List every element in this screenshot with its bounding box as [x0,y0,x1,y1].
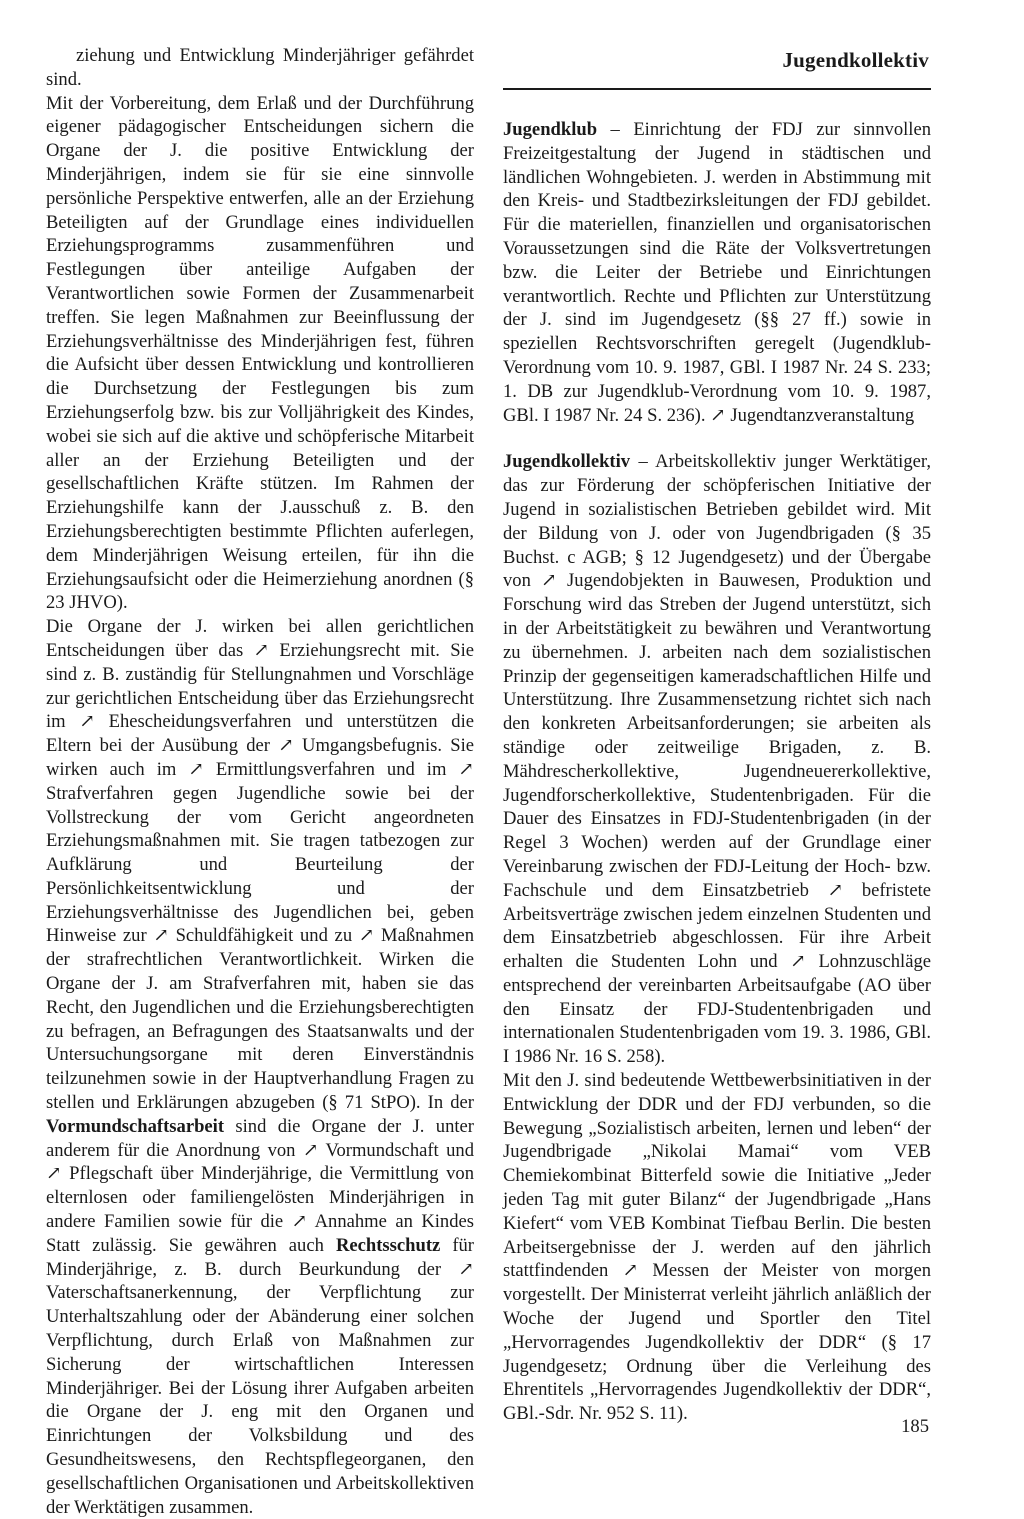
paragraph-decisions: Mit der Vorbereitung, dem Erlaß und der Durchführung eigener pädagogischer Entscheidungen sichern die Organe der J. die positive Entwicklung der Minderjährigen, indem sie für sie eine sinnvolle persönliche Perspektive entwerfen, alle an der Erziehung Beteiligten auf der Grundlage eines individuellen Erziehungsprogramms zusammenführen und Festlegungen über anteilige Aufgaben der Verantwortlichen sowie Formen der Zusammenarbeit treffen. Sie legen Maßnahmen zur Beeinflussung der Erziehungsverhältnisse des Minderjährigen fest, führen die Aufsicht über dessen Entwicklung und kontrollieren die Durchsetzung der Festlegungen bis zum Erziehungserfolg bzw. bis zur Volljährigkeit des Kindes, wobei sie sich auf die aktive und schöpferische Mitarbeit aller an der Erziehung Beteiligten und der gesellschaftlichen Kräfte stützen. Im Rahmen der Erziehungshilfe kann der J.ausschuß z. B. den Erziehungsberechtigten bestimmte Pflichten auferlegen, dem Minderjährigen Weisung erteilen, für ihn die Erziehungsaufsicht oder die Heimerziehung anordnen (§ 23 JHVO). [46,92,474,614]
entry-term: Jugendklub [503,119,598,140]
paragraph-court-participation [46,615,474,1519]
text-segment: Die Organe der J. wirken bei allen gerichtlichen Entscheidungen über das ↗ Erziehungsrecht mit. Sie sind z. B. zuständig für Stellungnahmen und Vorschläge zur gerichtlichen Entscheidung über das Erziehungsrecht im ↗ Ehescheidungsverfahren und unterstützen die Eltern bei der Ausübung der ↗ Umgangsbefugnis. Sie wirken auch im ↗ Ermittlungsverfahren und im ↗ Strafverfahren gegen Jugendliche sowie bei der Vollstreckung der vom Gericht angeordneten Erziehungsmaßnahmen mit. Sie tragen tatbezogen zur Aufklärung und Beurteilung der Persönlichkeitsentwicklung und der Erziehungsverhältnisse des Jugendlichen bei, geben Hinweise zur ↗ Schuldfähigkeit und zu ↗ Maßnahmen der strafrechtlichen Verantwortlichkeit. Wirken die Organe der J. am Strafverfahren mit, haben sie das Recht, den Jugendlichen und die Erziehungsberechtigten zu befragen, an Befragungen des Staatsanwalts und der Untersuchungsorgane mit deren Einverständnis teilzunehmen sowie in der Hauptverhandlung Fragen zu stellen und Erklärungen abzugeben (§ 71 StPO). In der [46,616,474,1114]
entry-jugendkollektiv-continued: Mit den J. sind bedeutende Wettbewerbsinitiativen in der Entwicklung der DDR und der FDJ verbunden, so die Bewegung „Sozialistisch arbeiten, lernen und leben“ der Jugendbrigade „Nikolai Mamai“ vom VEB Chemiekombinat Bitterfeld sowie die Initiative „Jeder jeden Tag mit guter Bilanz“ der Jugendbrigade „Hans Kiefert“ vom VEB Kombinat Tiefbau Berlin. Die besten Arbeitsergebnisse der J. werden auf den jährlich stattfindenden ↗ Messen der Meister von morgen vorgestellt. Der Ministerrat verleiht jährlich anläßlich der Woche der Jugend und Sportler den Titel „Hervorragendes Jugendkollektiv der DDR“ (§ 17 Jugendgesetz; Ordnung über die Verleihung des Ehrentitels „Hervorragendes Jugendkollektiv der DDR“, GBl.-Sdr. Nr. 952 S. 11). [503,1070,931,1425]
page-number: 185 [901,1416,929,1437]
text-segment: sind die Organe der J. unter anderem für die Anordnung von ↗ Vormundschaft und ↗ Pflegschaft über Minderjährige, die Vermittlung von elternlosen oder familiengelösten Minderjährigen in andere Familien sowie für die ↗ Annahme an Kindes Statt zulässig. Sie gewähren auch [46,1115,474,1256]
entry-jugendkollektiv [503,450,931,1069]
left-column [46,44,474,1519]
running-header: Jugendkollektiv [782,48,929,72]
right-column [503,118,931,1426]
header-rule [503,88,931,90]
entry-term: Jugendkollektiv [503,451,631,473]
term-rechtsschutz: Rechtsschutz [335,1234,441,1256]
entry-jugendklub [503,118,931,427]
entry-text: – Arbeitskollektiv junger Werktätiger, das zur Förderung der schöpferischen Initiative der Jugend in sozialistischen Betrieben gebildet wird. Mit der Bildung von J. oder von Jugendbrigaden (§ 35 Buchst. c AGB; § 12 Jugendgesetz) und der Übergabe von ↗ Jugendobjekten in Bauwesen, Produktion und Forschung wird das Streben der Jugend unterstützt, sich in der Arbeitstätigkeit zu bewähren und Verantwortung zu übernehmen. J. arbeiten nach dem sozialistischen Prinzip der gegenseitigen kameradschaftlichen Hilfe und Unterstützung. Ihre Zusammensetzung richtet sich nach den konkreten Arbeitsanforderungen; sie arbeiten als ständige oder zeitweilige Brigaden, z. B. Mähdrescherkollektive, Jugendneuererkollektive, Jugendforscherkollektive, Studentenbrigaden. Für die Dauer des Einsatzes in FDJ-Studentenbrigaden (in der Regel 3 Wochen) werden auf der Grundlage einer Vereinbarung zwischen der FDJ-Leitung der Hoch- bzw. Fachschule und dem Einsatzbetrieb ↗ befristete Arbeitsverträge zwischen jedem einzelnen Studenten und dem Einsatzbetrieb abgeschlossen. Für ihre Arbeit erhalten die Studenten Lohn und ↗ Lohnzuschläge entsprechend der vereinbarten Arbeitsaufgabe (AO über den Einsatz der FDJ-Studentenbrigaden und internationalen Studentenbrigaden vom 19. 3. 1986, GBl. I 1986 Nr. 16 S. 258). [503,451,931,1068]
entry-text: – Einrichtung der FDJ zur sinnvollen Freizeitgestaltung der Jugend in städtischen und ländlichen Wohngebieten. J. werden in Abstimmung mit den Kreis- und Stadtbezirksleitungen der FDJ gebildet. Für die materiellen, finanziellen und organisatorischen Voraussetzungen sind die Räte der Volksvertretungen bzw. die Leiter der Betriebe und Einrichtungen verantwortlich. Rechte und Pflichten zur Unterstützung der J. sind im Jugendgesetz (§§ 27 ff.) sowie in speziellen Rechtsvorschriften geregelt (Jugendklub-Verordnung vom 10. 9. 1987, GBl. I 1987 Nr. 24 S. 233; 1. DB zur Jugendklub-Verordnung vom 10. 9. 1987, GBl. I 1987 Nr. 24 S. 236). ↗ Jugendtanzveranstaltung [503,119,931,426]
continued-paragraph: ziehung und Entwicklung Minderjähriger gefährdet sind. [46,45,474,90]
term-vormundschaftsarbeit: Vormundschaftsarbeit [46,1115,225,1137]
text-segment: für Minderjährige, z. B. durch Beurkundung der ↗ Vaterschaftsanerkennung, der Verpflichtung zur Unterhaltszahlung oder der Abänderung einer solchen Verpflichtung, durch Erlaß von Maßnahmen zur Sicherung der wirtschaftlichen Interessen Minderjähriger. Bei der Lösung ihrer Aufgaben arbeiten die Organe der J. eng mit den Organen und Einrichtungen der Volksbildung und des Gesundheitswesens, den Rechtspflegeorganen, den gesellschaftlichen Organisationen und Arbeitskollektiven der Werktätigen zusammen. [46,1234,474,1518]
